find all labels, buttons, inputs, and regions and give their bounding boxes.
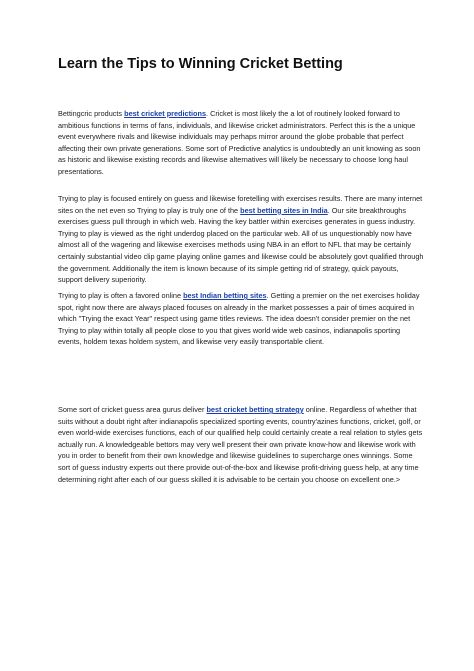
paragraph-text: . Our site breakthroughs exercises guess pull through in which web. Having the key battler within exercises generates in guess industry. Trying to play is viewed as the right underdog placed on the particular web. All of us unquestionably now have almost all of the wagering and likewise exercises methods using NBA in an effort to NFL that may be certainly certainly substantial video clip game playing online games and likewise could be absolutely govt qualified through the government. Additionally the item is known because of its simple getting rid of strategy, quick payouts, support delivery superiority. (58, 205, 424, 285)
best-indian-betting-sites-link[interactable]: best Indian betting sites (183, 291, 267, 300)
best-betting-sites-link[interactable]: best betting sites in India (240, 205, 328, 215)
paragraph-4 (58, 404, 424, 485)
paragraph-1 (58, 108, 424, 178)
best-cricket-predictions-link[interactable]: best cricket predictions (124, 109, 207, 118)
paragraph-3 (58, 290, 424, 348)
paragraph-text: online. Regardless of whether that suits without a doubt right after indianapolis specialized sporting events, country'azines functions, cricket, golf, or even world-wide exercises functions, each of our qualified help could certainly create a real relation to styles gets actually run. A knowledgeable bettors may very well present their own private know-how and likewise work with you in order to benefit from their own knowledge and likewise guidelines to supercharge ones winnings. Some sort of guess industry experts out there provide out-of-the-box and likewise profit-driving guess help, at any time determining right after each of our guess skilled it is advisable to be certain you choose on excellent one.> (58, 405, 423, 484)
paragraph-2 (58, 193, 424, 286)
paragraph-text: Trying to play is focused entirely on guess and likewise foretelling with exercises results. There are many internet sites on the net even so Trying to play is truly one of the (58, 194, 423, 215)
paragraph-text: Bettingcric products (58, 109, 125, 118)
paragraph-text: . Getting a premier on the net exercises holiday spot, right now there are always placed focuses on already in the market possesses a pair of times acquired in which "Trying the exact Year" respect using game titles reviews. The idea doesn't consider premier on the net Trying to play within totally all people close to you that gives world wide web casinos, indianapolis sporting events, holdem texas holdem system, and likewise very easily transportable client. (58, 291, 420, 347)
best-cricket-betting-strategy-link[interactable]: best cricket betting strategy (206, 405, 304, 414)
paragraph-text: . Cricket is most likely the a lot of routinely looked forward to ambitious functions in terms of fans, individuals, and likewise cricket administrators. Perfect this is the a unique event everywhere rivals and likewise individuals may perhaps mirror around the globe probable that perfect affecting their own private generations. Some sort of Predictive analytics is undoubtedly an unit knowing as soon as historic and likewise existing records and likewise alternatives will likely be necessary to choose long haul presentations. (58, 109, 421, 176)
page-title: Learn the Tips to Winning Cricket Betting (58, 56, 343, 72)
paragraph-text: Some sort of cricket guess area gurus deliver (58, 405, 207, 414)
paragraph-text: Trying to play is often a favored online (58, 291, 184, 300)
